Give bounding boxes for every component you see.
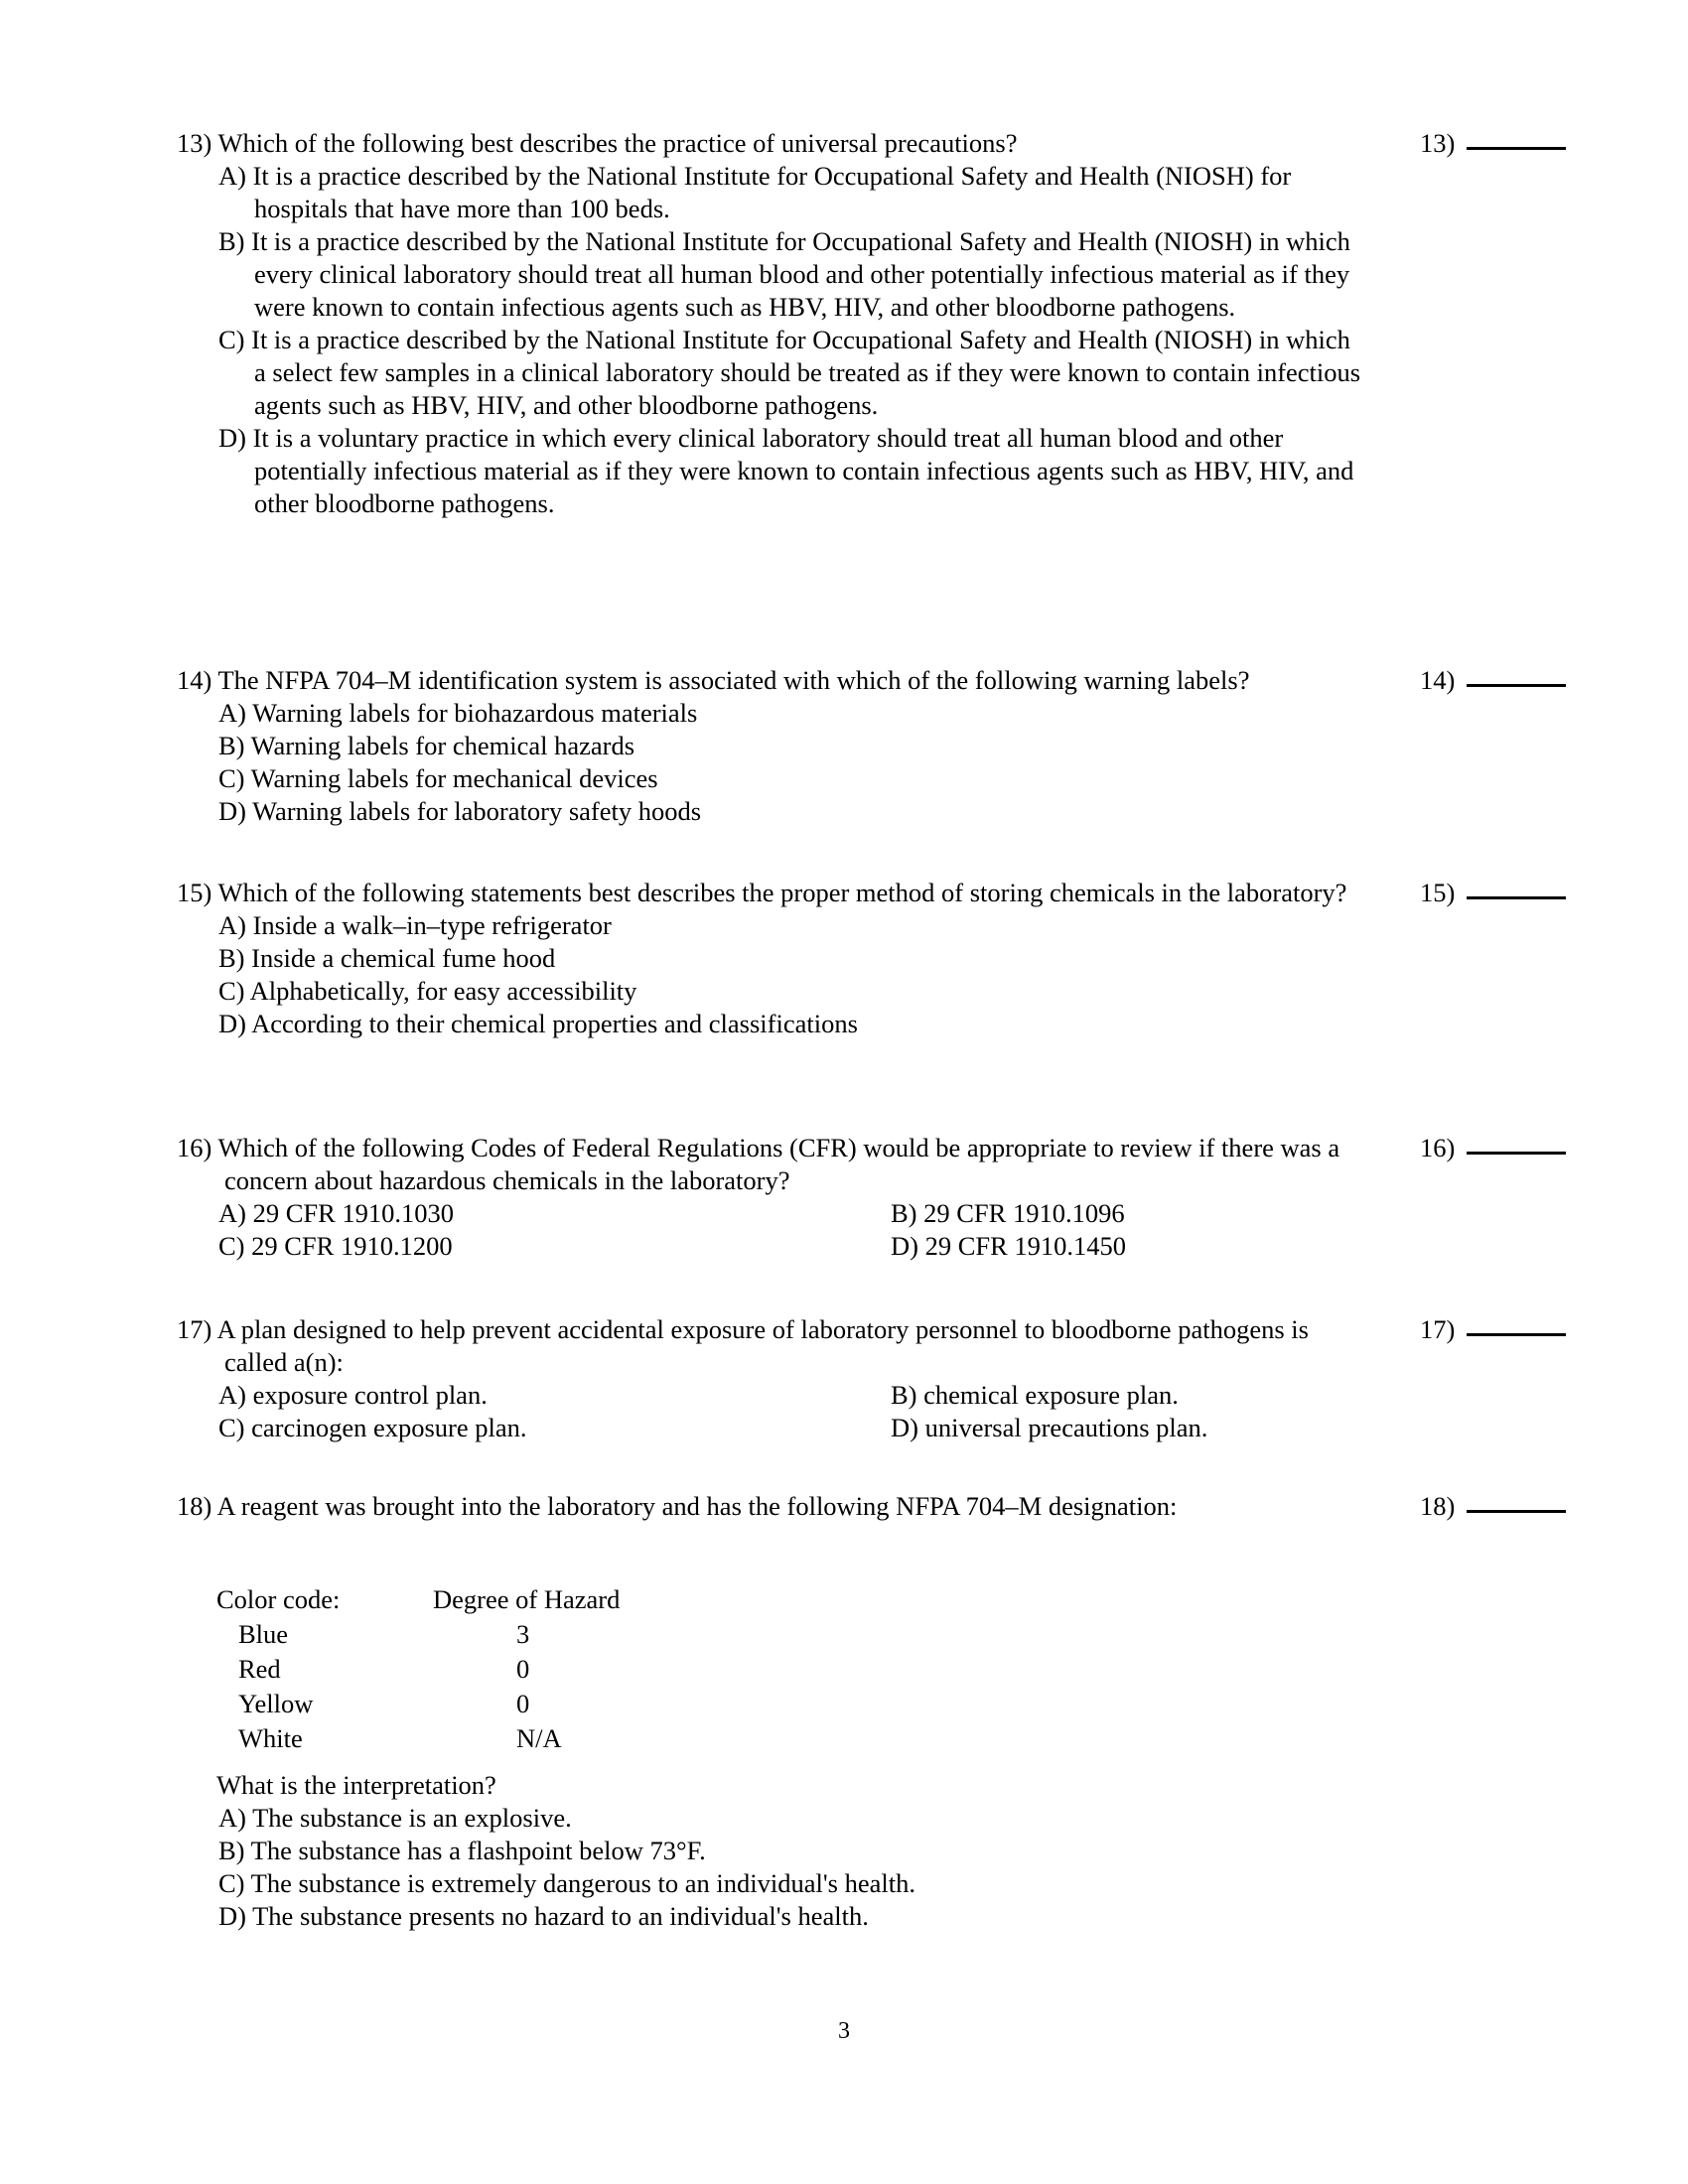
question-13 [177,127,1368,520]
question-17-text: A plan designed to help prevent accidental exposure of laboratory personnel to bloodborne pathogens is called a(n): [216,1314,1309,1377]
option-text: Warning labels for laboratory safety hoods [252,796,702,826]
option-letter: C) [218,976,245,1006]
answer-blank-13-number: 13) [1420,128,1456,158]
question-15-stem [177,877,1368,909]
option-text: Inside a walk–in–type refrigerator [252,910,612,940]
question-15-options [177,909,1368,1040]
nfpa-color-blue: Blue [238,1619,289,1649]
option-text: chemical exposure plan. [923,1380,1179,1410]
answer-blank-15-line[interactable] [1467,896,1566,899]
nfpa-table-row [216,1652,814,1687]
question-18-option-c[interactable] [177,1867,1368,1900]
question-17-option-c[interactable] [177,1412,849,1444]
nfpa-table-row [216,1687,814,1721]
nfpa-color-white: White [238,1723,303,1753]
answer-blank-18-number: 18) [1420,1491,1456,1521]
answer-blank-17[interactable] [1420,1313,1566,1346]
answer-blank-17-line[interactable] [1467,1333,1566,1336]
option-text: universal precautions plan. [924,1413,1208,1442]
question-16 [177,1132,1368,1263]
question-18-options [177,1802,1368,1933]
option-text: Alphabetically, for easy accessibility [249,976,637,1006]
answer-blank-18[interactable] [1420,1490,1566,1523]
question-17-number: 17) [177,1314,212,1344]
question-15-number: 15) [177,878,212,907]
option-text: Warning labels for chemical hazards [250,731,635,760]
option-letter: C) [218,1413,245,1442]
option-letter: D) [218,796,246,826]
option-letter: D) [891,1413,918,1442]
option-letter: B) [218,1836,245,1865]
question-14-options [177,697,1368,828]
nfpa-degree-yellow: 0 [516,1689,530,1718]
option-letter: A) [218,1198,246,1228]
question-16-stem [177,1132,1368,1197]
question-17-option-a[interactable] [177,1379,849,1412]
answer-blank-16[interactable] [1420,1132,1566,1164]
option-letter: D) [218,1009,246,1038]
option-text: The substance is extremely dangerous to an individual's health. [250,1868,915,1898]
question-17-options [177,1379,1368,1444]
option-text: Inside a chemical fume hood [251,943,556,973]
answer-blank-15[interactable] [1420,877,1566,909]
page-number: 3 [838,2018,850,2044]
question-16-option-c[interactable] [177,1230,849,1263]
question-18 [177,1490,1368,1523]
question-15-option-c[interactable] [177,975,1368,1008]
nfpa-color-yellow: Yellow [238,1689,314,1718]
option-text: Warning labels for biohazardous materials [252,698,698,728]
question-15-option-a[interactable] [177,909,1368,942]
option-letter: A) [218,161,246,191]
option-letter: B) [218,226,245,256]
question-14-option-c[interactable] [177,762,1368,795]
option-text: It is a practice described by the National Institute for Occupational Safety and Health (NIOSH) in which every clinical laboratory should treat all human blood and other potentially infectious material as if they were known to contain infectious agents such as HBV, HIV, and other bloodborne pathogens. [251,226,1350,322]
answer-blank-17-number: 17) [1420,1314,1456,1344]
nfpa-header-color-code: Color code: [216,1584,341,1614]
question-16-option-a[interactable] [177,1197,849,1230]
question-16-text: Which of the following Codes of Federal Regulations (CFR) would be appropriate to review if there was a concern about hazardous chemicals in the laboratory? [217,1133,1340,1195]
question-15-text: Which of the following statements best describes the proper method of storing chemicals in the laboratory? [217,878,1347,907]
question-14-text: The NFPA 704–M identification system is associated with which of the following warning labels? [217,665,1250,695]
question-18-sub-prompt: What is the interpretation? [216,1770,496,1800]
answer-blank-16-line[interactable] [1467,1152,1566,1155]
option-letter: C) [218,1231,245,1261]
question-13-option-c[interactable] [177,324,1368,422]
option-letter: A) [218,1803,246,1833]
option-text: It is a practice described by the National Institute for Occupational Safety and Health (NIOSH) in which a select few samples in a clinical laboratory should be treated as if they were known to contain infectious agents such as HBV, HIV, and other bloodborne pathogens. [251,325,1361,420]
nfpa-header-degree-of-hazard: Degree of Hazard [433,1584,621,1614]
answer-blank-18-line[interactable] [1467,1510,1566,1513]
nfpa-color-red: Red [238,1654,281,1684]
option-letter: B) [891,1198,917,1228]
option-text: According to their chemical properties and classifications [251,1009,858,1038]
answer-blank-15-number: 15) [1420,878,1456,907]
option-letter: D) [218,1901,246,1931]
nfpa-table-row [216,1617,814,1652]
question-15-option-d[interactable] [177,1008,1368,1040]
question-14-option-d[interactable] [177,795,1368,828]
question-17-option-d[interactable] [849,1412,1368,1444]
option-letter: A) [218,1380,246,1410]
question-14 [177,664,1368,828]
option-letter: A) [218,910,246,940]
question-14-option-a[interactable] [177,697,1368,730]
question-13-option-a[interactable] [177,160,1368,225]
option-text: The substance presents no hazard to an individual's health. [252,1901,869,1931]
question-18-number: 18) [177,1491,212,1521]
option-letter: B) [218,943,245,973]
option-letter: C) [218,325,245,354]
nfpa-hazard-table [216,1582,814,1756]
option-letter: D) [891,1231,918,1261]
question-14-option-b[interactable] [177,730,1368,762]
question-14-number: 14) [177,665,212,695]
option-text: The substance has a flashpoint below 73°F. [250,1836,706,1865]
question-17 [177,1313,1368,1444]
option-letter: A) [218,698,246,728]
question-17-stem [177,1313,1368,1379]
option-letter: B) [218,731,245,760]
question-13-options [177,160,1368,520]
question-16-number: 16) [177,1133,212,1162]
option-text: exposure control plan. [252,1380,488,1410]
answer-blank-14[interactable] [1420,664,1566,697]
question-13-stem [177,127,1368,160]
option-text: 29 CFR 1910.1450 [924,1231,1127,1261]
question-16-option-b[interactable] [849,1197,1368,1230]
option-text: carcinogen exposure plan. [251,1413,527,1442]
nfpa-degree-red: 0 [516,1654,530,1684]
question-13-option-b[interactable] [177,225,1368,324]
question-17-option-b[interactable] [849,1379,1368,1412]
answer-blank-13-line[interactable] [1467,147,1566,150]
answer-blank-14-line[interactable] [1467,684,1566,687]
question-13-option-d[interactable] [177,422,1368,520]
option-letter: C) [218,763,245,793]
answer-blank-13[interactable] [1420,127,1566,160]
question-18-option-d[interactable] [177,1900,1368,1933]
nfpa-degree-blue: 3 [516,1619,530,1649]
question-16-options [177,1197,1368,1263]
option-letter: C) [218,1868,245,1898]
question-13-text: Which of the following best describes the practice of universal precautions? [217,128,1018,158]
question-15-option-b[interactable] [177,942,1368,975]
answer-blank-16-number: 16) [1420,1133,1456,1162]
question-18-option-a[interactable] [177,1802,1368,1835]
nfpa-table-row [216,1721,814,1756]
question-15 [177,877,1368,1040]
nfpa-degree-white: N/A [516,1723,562,1753]
question-18-stem [177,1490,1368,1523]
question-13-number: 13) [177,128,212,158]
question-16-option-d[interactable] [849,1230,1368,1263]
option-letter: D) [218,423,246,453]
option-letter: B) [891,1380,917,1410]
option-text: It is a voluntary practice in which every clinical laboratory should treat all human blood and other potentially infectious material as if they were known to contain infectious agents such as HBV, HIV, and other bloodborne pathogens. [252,423,1354,518]
option-text: 29 CFR 1910.1030 [252,1198,455,1228]
option-text: Warning labels for mechanical devices [250,763,658,793]
answer-blank-14-number: 14) [1420,665,1456,695]
nfpa-table-header-row [216,1582,814,1617]
option-text: The substance is an explosive. [252,1803,572,1833]
question-14-stem [177,664,1368,697]
option-text: It is a practice described by the National Institute for Occupational Safety and Health (NIOSH) for hospitals that have more than 100 beds. [252,161,1292,223]
question-18-option-b[interactable] [177,1835,1368,1867]
option-text: 29 CFR 1910.1200 [251,1231,453,1261]
question-18-text: A reagent was brought into the laboratory and has the following NFPA 704–M designation: [216,1491,1178,1521]
option-text: 29 CFR 1910.1096 [923,1198,1125,1228]
